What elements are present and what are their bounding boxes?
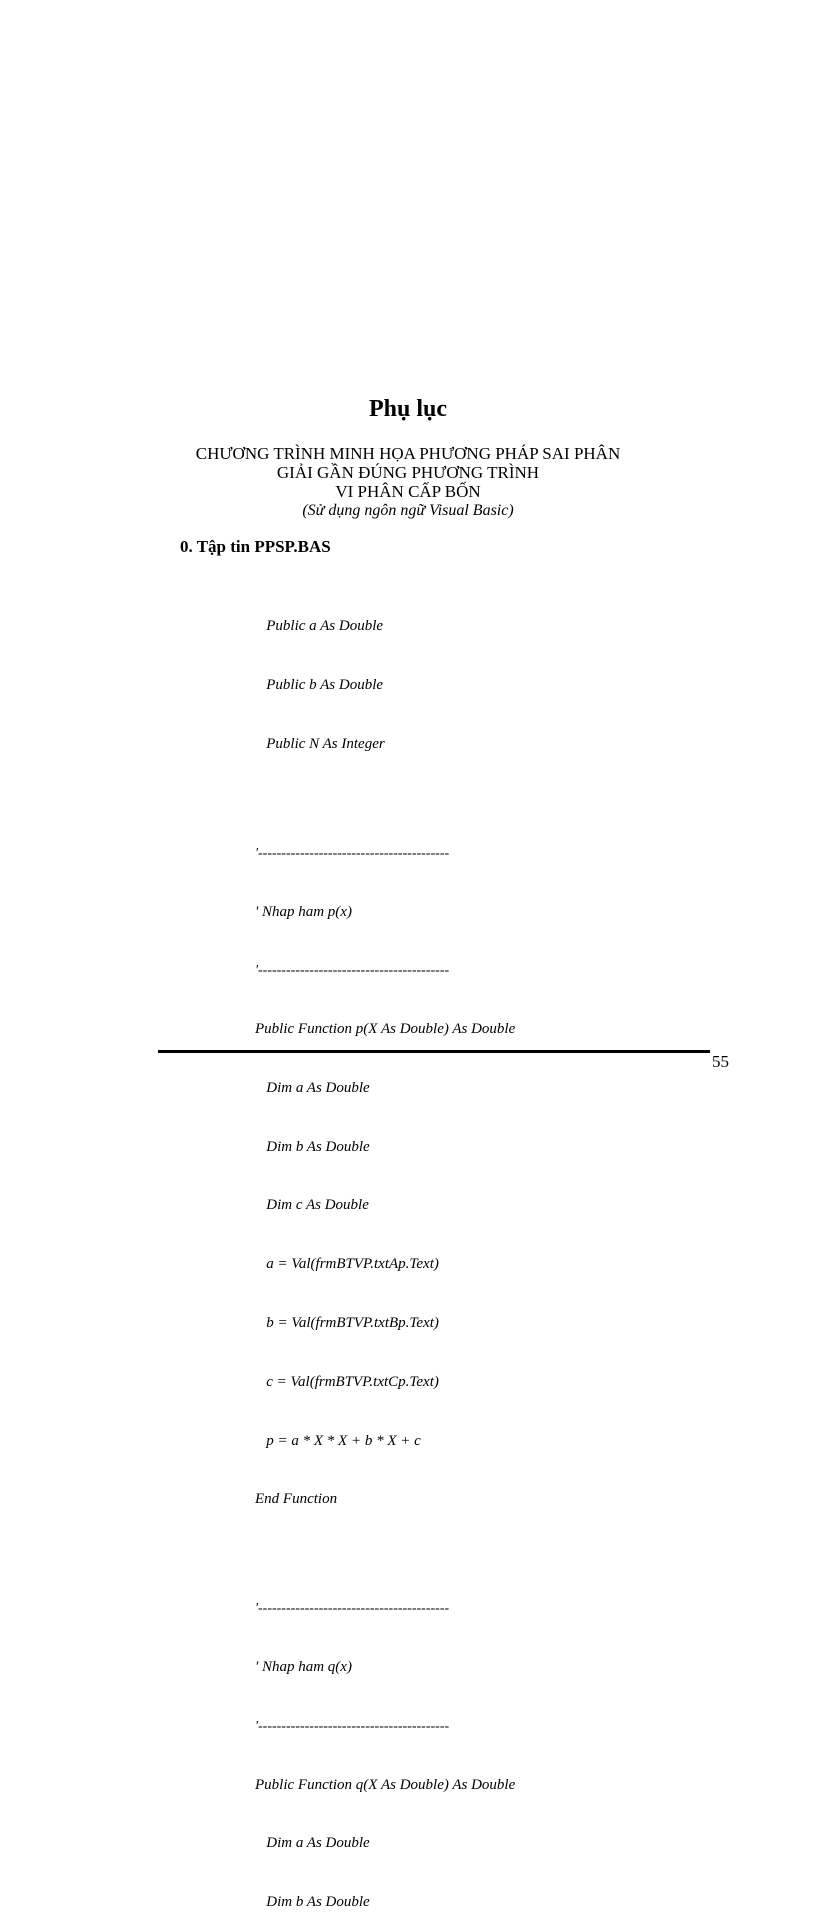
footer-divider: [158, 1050, 710, 1053]
comment-divider: '-----------------------------------------: [255, 1718, 450, 1734]
code-spacer: [255, 794, 515, 805]
code-line: End Function: [255, 1491, 338, 1508]
appendix-title: Phụ lục: [368, 396, 448, 422]
page-number: 55: [712, 1052, 729, 1071]
code-comment: ' Nhap ham p(x): [255, 903, 352, 920]
code-line: p = a * X * X + b * X + c: [255, 1432, 421, 1449]
code-line: Public a As Double: [255, 618, 384, 635]
code-line: b = Val(frmBTVP.txtBp.Text): [255, 1314, 439, 1331]
subtitle-line-1: CHƯƠNG TRÌNH MINH HỌA PHƯƠNG PHÁP SAI PHÂN: [195, 444, 621, 463]
code-line: Public b As Double: [255, 676, 384, 693]
code-line: Dim c As Double: [255, 1197, 369, 1214]
code-line: Dim a As Double: [255, 1079, 370, 1096]
appendix-subtitle: [0, 444, 816, 520]
code-line: Dim b As Double: [255, 1894, 370, 1911]
code-listing: [255, 578, 515, 1932]
code-line: Dim b As Double: [255, 1138, 370, 1155]
subtitle-line-2: GIẢI GẦN ĐÚNG PHƯƠNG TRÌNH: [276, 463, 540, 482]
code-spacer: [255, 1549, 515, 1560]
code-line: Public Function q(X As Double) As Double: [255, 1776, 516, 1793]
comment-divider: '-----------------------------------------: [255, 1601, 450, 1617]
section-heading: 0. Tập tin PPSP.BAS: [180, 537, 331, 556]
language-note: (Sử dụng ngôn ngữ Visual Basic): [302, 502, 514, 519]
code-comment: ' Nhap ham q(x): [255, 1659, 352, 1676]
subtitle-line-3: VI PHÂN CẤP BỐN: [335, 482, 481, 501]
comment-divider: '-----------------------------------------: [255, 963, 450, 979]
code-line: Public Function p(X As Double) As Double: [255, 1021, 516, 1038]
code-line: c = Val(frmBTVP.txtCp.Text): [255, 1373, 439, 1390]
code-line: Dim a As Double: [255, 1835, 370, 1852]
code-line: a = Val(frmBTVP.txtAp.Text): [255, 1256, 439, 1273]
comment-divider: '-----------------------------------------: [255, 845, 450, 861]
code-line: Public N As Integer: [255, 735, 385, 752]
